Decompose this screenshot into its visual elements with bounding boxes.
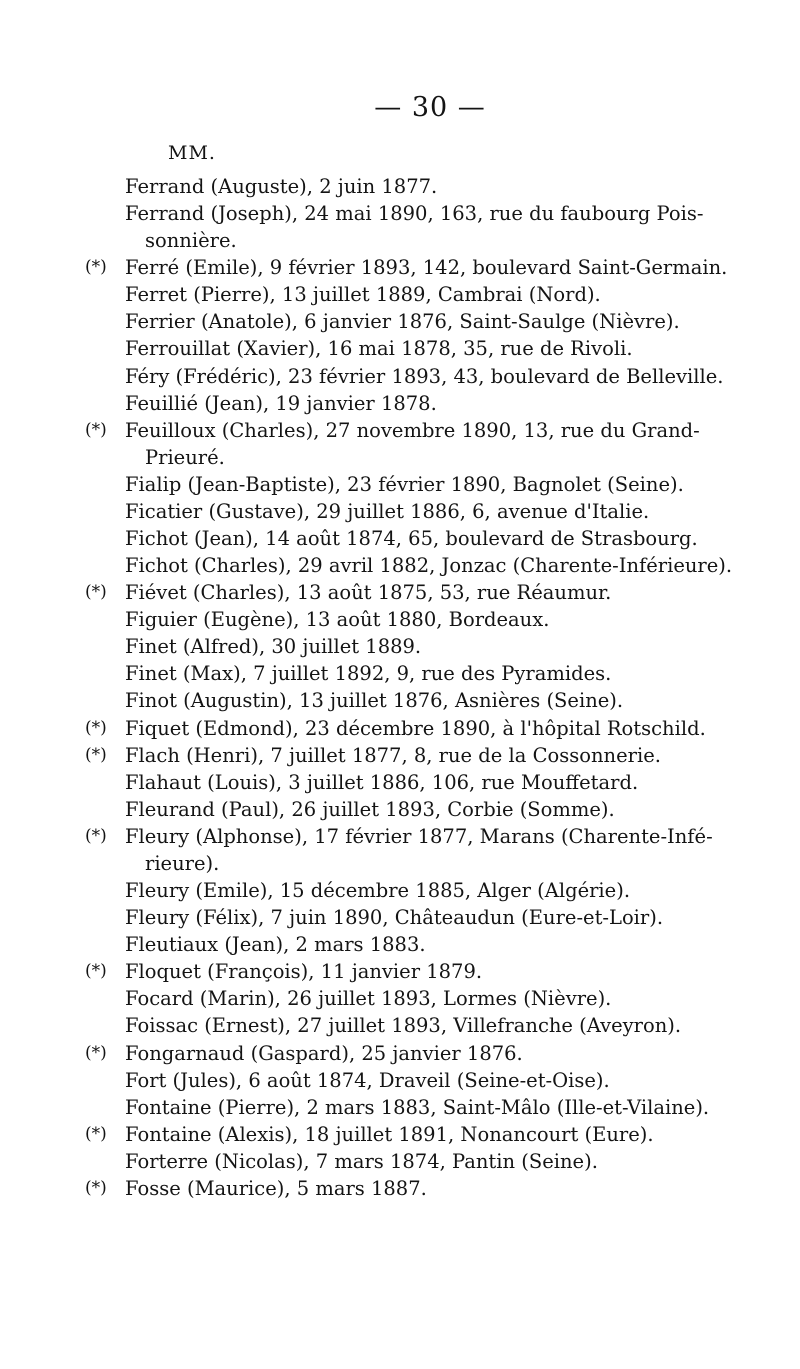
list-item	[0, 227, 800, 254]
list-item	[0, 823, 800, 850]
list-item	[0, 471, 800, 498]
list-item	[0, 742, 800, 769]
entry-text: Fleury (Alphonse), 17 février 1877, Marans (Charente-Infé-	[125, 824, 713, 848]
entry-text: Finot (Augustin), 13 juillet 1876, Asnières (Seine).	[125, 689, 624, 713]
list-item	[0, 200, 800, 227]
entry-text: Féry (Frédéric), 23 février 1893, 43, boulevard de Belleville.	[125, 364, 724, 388]
entry-text: Fosse (Maurice), 5 mars 1887.	[125, 1176, 427, 1200]
list-item	[0, 579, 800, 606]
list-item	[0, 335, 800, 362]
list-item	[0, 1012, 800, 1039]
entry-text: Flach (Henri), 7 juillet 1877, 8, rue de la Cossonnerie.	[125, 743, 661, 767]
deceased-marker: (*)	[85, 717, 107, 738]
deceased-marker: (*)	[85, 1042, 107, 1063]
entry-text: Ferrand (Auguste), 2 juin 1877.	[125, 175, 438, 198]
list-item	[0, 931, 800, 958]
list-item	[0, 687, 800, 714]
entry-text: Finet (Max), 7 juillet 1892, 9, rue des Pyramides.	[125, 662, 612, 686]
list-item	[0, 498, 800, 525]
entry-text: Fichot (Jean), 14 août 1874, 65, boulevard de Strasbourg.	[125, 527, 698, 551]
list-item	[0, 390, 800, 417]
entry-list	[0, 173, 800, 1202]
entry-text: Finet (Alfred), 30 juillet 1889.	[125, 635, 422, 659]
list-item	[0, 552, 800, 579]
entry-text: Ferré (Emile), 9 février 1893, 142, boulevard Saint-Germain.	[125, 256, 728, 280]
list-item	[0, 281, 800, 308]
list-item	[0, 715, 800, 742]
deceased-marker: (*)	[85, 419, 107, 440]
entry-text: Focard (Marin), 26 juillet 1893, Lormes (Nièvre).	[125, 987, 612, 1011]
list-item	[0, 525, 800, 552]
entry-text: Fiquet (Edmond), 23 décembre 1890, à l'hôpital Rotschild.	[125, 716, 706, 740]
list-item	[0, 796, 800, 823]
entry-text: Fleutiaux (Jean), 2 mars 1883.	[125, 933, 426, 957]
list-item	[0, 877, 800, 904]
entry-text: Forterre (Nicolas), 7 mars 1874, Pantin (Seine).	[125, 1149, 598, 1173]
deceased-marker: (*)	[85, 1177, 107, 1198]
deceased-marker: (*)	[85, 582, 107, 603]
entry-continuation: sonnière.	[145, 229, 237, 253]
list-item	[0, 417, 800, 444]
entry-text: Fialip (Jean-Baptiste), 23 février 1890, Bagnolet (Seine).	[125, 472, 684, 496]
list-item	[0, 363, 800, 390]
list-item	[0, 173, 800, 200]
list-item	[0, 308, 800, 335]
entry-text: Fleurand (Paul), 26 juillet 1893, Corbie (Somme).	[125, 797, 615, 821]
entry-text: Fichot (Charles), 29 avril 1882, Jonzac (Charente-Inférieure).	[125, 554, 733, 578]
entry-text: Floquet (François), 11 janvier 1879.	[125, 960, 483, 984]
entry-text: Foissac (Ernest), 27 juillet 1893, Villefranche (Aveyron).	[125, 1014, 682, 1038]
list-item	[0, 1175, 800, 1202]
entry-text: Fiévet (Charles), 13 août 1875, 53, rue Réaumur.	[125, 581, 612, 605]
entry-text: Fongarnaud (Gaspard), 25 janvier 1876.	[125, 1041, 523, 1065]
list-item	[0, 985, 800, 1012]
entry-text: Fontaine (Pierre), 2 mars 1883, Saint-Mâlo (Ille-et-Vilaine).	[125, 1095, 710, 1119]
entry-text: Ferrouillat (Xavier), 16 mai 1878, 35, rue de Rivoli.	[125, 337, 633, 361]
entry-text: Fort (Jules), 6 août 1874, Draveil (Seine-et-Oise).	[125, 1068, 610, 1092]
entry-text: Ficatier (Gustave), 29 juillet 1886, 6, avenue d'Italie.	[125, 499, 650, 523]
deceased-marker: (*)	[85, 825, 107, 846]
list-item	[0, 769, 800, 796]
entry-continuation: Prieuré.	[145, 445, 225, 469]
entry-text: Ferrand (Joseph), 24 mai 1890, 163, rue du faubourg Pois-	[125, 202, 704, 226]
entry-continuation: rieure).	[145, 851, 220, 875]
list-item	[0, 1094, 800, 1121]
list-item	[0, 633, 800, 660]
section-heading: MM.	[168, 142, 216, 164]
list-item	[0, 254, 800, 281]
list-item	[0, 1040, 800, 1067]
entry-text: Feuilloux (Charles), 27 novembre 1890, 13, rue du Grand-	[125, 418, 700, 442]
list-item	[0, 444, 800, 471]
entry-text: Fleury (Emile), 15 décembre 1885, Alger (Algérie).	[125, 879, 631, 903]
entry-text: Fleury (Félix), 7 juin 1890, Châteaudun (Eure-et-Loir).	[125, 906, 664, 930]
list-item	[0, 660, 800, 687]
list-item	[0, 1121, 800, 1148]
list-item	[0, 1067, 800, 1094]
deceased-marker: (*)	[85, 744, 107, 765]
entry-text: Figuier (Eugène), 13 août 1880, Bordeaux.	[125, 608, 550, 632]
list-item	[0, 850, 800, 877]
list-item	[0, 904, 800, 931]
entry-text: Ferret (Pierre), 13 juillet 1889, Cambrai (Nord).	[125, 283, 601, 307]
list-item	[0, 606, 800, 633]
entry-text: Feuillié (Jean), 19 janvier 1878.	[125, 391, 437, 415]
list-item	[0, 958, 800, 985]
entry-text: Fontaine (Alexis), 18 juillet 1891, Nonancourt (Eure).	[125, 1122, 654, 1146]
deceased-marker: (*)	[85, 1123, 107, 1144]
deceased-marker: (*)	[85, 961, 107, 982]
page-number: — 30 —	[374, 92, 486, 123]
deceased-marker: (*)	[85, 257, 107, 278]
list-item	[0, 1148, 800, 1175]
entry-text: Ferrier (Anatole), 6 janvier 1876, Saint-Saulge (Nièvre).	[125, 310, 680, 334]
entry-text: Flahaut (Louis), 3 juillet 1886, 106, rue Mouffetard.	[125, 770, 639, 794]
